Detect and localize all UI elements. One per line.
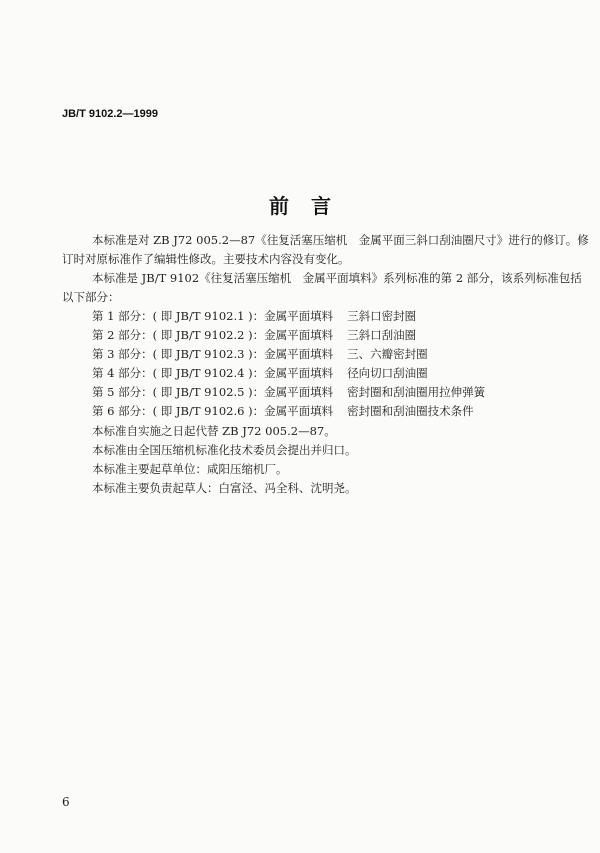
page-number: 6 (62, 795, 70, 809)
part-prefix: 第 2 部分：( 即 JB/T 9102.2 )：金属平面填料 (92, 328, 334, 342)
document-header: JB/T 9102.2—1999 (62, 108, 159, 120)
part-item (92, 385, 485, 399)
page-title: 前言 (269, 194, 353, 218)
part-name: 三斜口密封圈 (347, 309, 417, 323)
part-item (92, 404, 474, 418)
part-item (92, 347, 428, 361)
part-prefix: 第 5 部分：( 即 JB/T 9102.5 )：金属平面填料 (92, 385, 334, 399)
paragraph-line: 本标准是 JB/T 9102《往复活塞压缩机 金属平面填料》系列标准的第 2 部分，该系列标准包括 (92, 271, 582, 285)
part-name: 密封圈和刮油圈用拉伸弹簧 (347, 385, 486, 399)
statement: 本标准由全国压缩机标准化技术委员会提出并归口。 (92, 443, 357, 457)
part-name: 径向切口刮油圈 (347, 366, 428, 380)
part-name: 密封圈和刮油圈技术条件 (347, 404, 474, 418)
paragraph-line: 本标准是对 ZB J72 005.2—87《往复活塞压缩机 金属平面三斜口刮油圈尺寸》进行的修订。修 (92, 233, 589, 247)
part-item (92, 309, 416, 323)
statement: 本标准主要负责起草人：白富泾、冯全科、沈明尧。 (92, 481, 357, 495)
part-item (92, 328, 416, 342)
part-name: 三、六瓣密封圈 (347, 347, 428, 361)
statement: 本标准主要起草单位：咸阳压缩机厂。 (92, 462, 288, 476)
part-prefix: 第 3 部分：( 即 JB/T 9102.3 )：金属平面填料 (92, 347, 334, 361)
part-item (92, 366, 428, 380)
paragraph-line: 订时对原标准作了编辑性修改。主要技术内容没有变化。 (62, 252, 350, 266)
part-name: 三斜口刮油圈 (347, 328, 417, 342)
part-prefix: 第 1 部分：( 即 JB/T 9102.1 )：金属平面填料 (92, 309, 334, 323)
paragraph-line: 以下部分： (62, 290, 120, 304)
part-prefix: 第 6 部分：( 即 JB/T 9102.6 )：金属平面填料 (92, 404, 334, 418)
statement: 本标准自实施之日起代替 ZB J72 005.2—87。 (92, 424, 336, 438)
part-prefix: 第 4 部分：( 即 JB/T 9102.4 )：金属平面填料 (92, 366, 334, 380)
